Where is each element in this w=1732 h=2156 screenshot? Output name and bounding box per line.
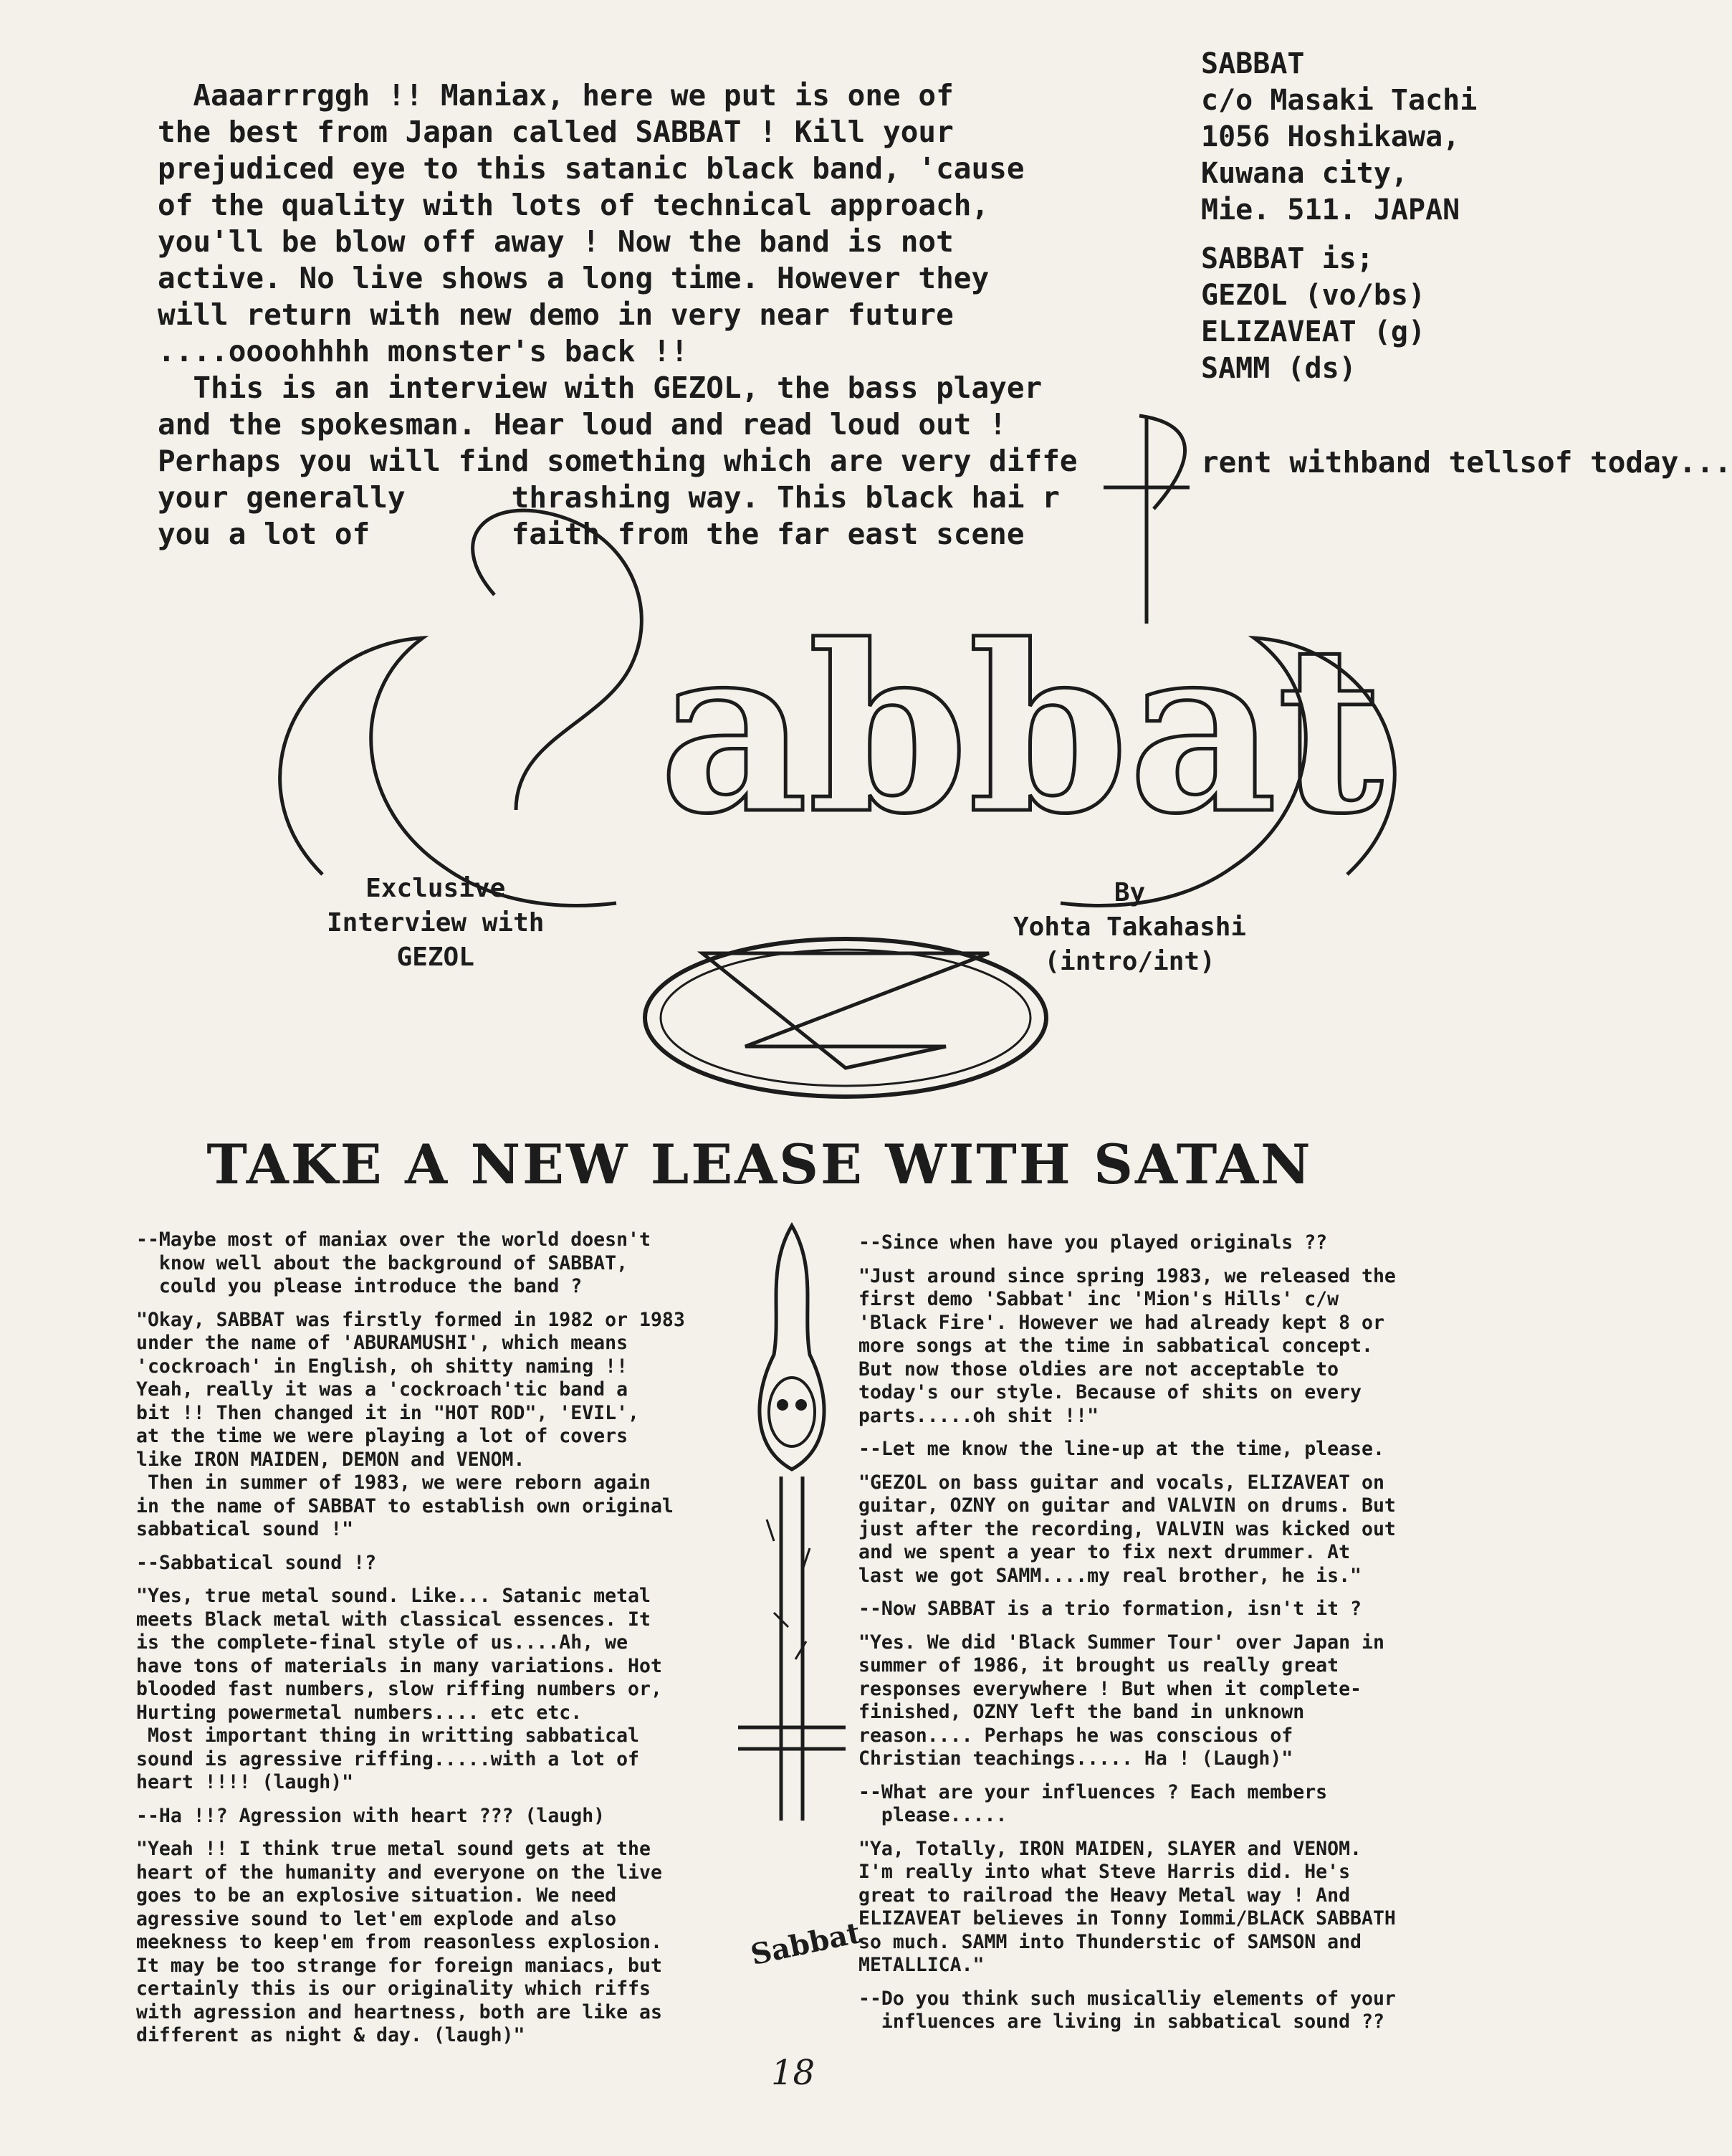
text-line: "Yes. We did 'Black Summer Tour' over Japan in (858, 1631, 1384, 1654)
text-line: finished, OZNY left the band in unknown (858, 1701, 1305, 1723)
intro-line: rent with (1201, 445, 1361, 480)
text-line: certainly this is our originality which riffs (136, 1978, 651, 2000)
text-line: 'Black Fire'. However we had already kept 8 or (858, 1311, 1384, 1334)
member-line: SABBAT is; (1201, 242, 1374, 275)
member-line: ELIZAVEAT (g) (1201, 315, 1426, 348)
contact-line: c/o Masaki Tachi (1201, 84, 1478, 117)
text-line: Hurting powermetal numbers.... etc etc. (136, 1701, 583, 1724)
text-line: more songs at the time in sabbatical concept. (858, 1335, 1373, 1357)
intro-line: you a lot of faith from the far east scene (158, 517, 1025, 551)
text-line: goes to be an explosive situation. We need (136, 1884, 617, 1907)
text-line: today's our style. Because of shits on every (858, 1381, 1362, 1403)
text-line: blooded fast numbers, slow riffing numbers or, (136, 1678, 662, 1700)
text-line: please..... (858, 1804, 1008, 1826)
text-line: parts.....oh shit !!" (858, 1404, 1099, 1427)
text-line: last we got SAMM....my real brother, he is." (858, 1564, 1362, 1587)
text-line: influences are living in sabbatical sound ?? (858, 2010, 1384, 2033)
text-line: guitar, OZNY on guitar and VALVIN on drums. But (858, 1494, 1396, 1517)
band-members (1201, 241, 1425, 387)
interview-answer (136, 1838, 752, 2048)
page-number: 18 (771, 2053, 815, 2093)
member-line: SAMM (ds) (1201, 352, 1357, 385)
text-line: first demo 'Sabbat' inc 'Mion's Hills' c/w (858, 1288, 1339, 1310)
interview-question (136, 1805, 752, 1828)
intro-line: ....oooohhhh monster's back !! (158, 334, 689, 368)
text-line: But now those oldies are not acceptable to (858, 1358, 1339, 1380)
logo-letters: abbat (659, 596, 1383, 864)
credit-line: By (1114, 878, 1146, 907)
text-line: bit !! Then changed it in "HOT ROD", 'EVIL', (136, 1401, 639, 1424)
text-line: different as night & day. (laugh)" (136, 2024, 525, 2046)
text-line: Christian teachings..... Ha ! (Laugh)" (858, 1747, 1293, 1770)
text-line: in the name of SABBAT to establish own original (136, 1494, 674, 1517)
text-line: sabbatical sound !" (136, 1518, 354, 1540)
member-line: GEZOL (vo/bs) (1201, 279, 1426, 312)
intro-line: Perhaps you will find something which are very diffe (158, 444, 1078, 478)
blurb-line: GEZOL (396, 943, 474, 972)
interview-question (136, 1552, 752, 1575)
intro-line: This is an interview with GEZOL, the bass player (158, 371, 1043, 405)
text-line: It may be too strange for foreign maniacs, but (136, 1954, 662, 1977)
text-line: ELIZAVEAT believes in Tonny Iommi/BLACK SABBATH (858, 1907, 1396, 1930)
blurb-line: Interview with (327, 908, 545, 938)
pentagram-icon (645, 939, 1046, 1097)
interview-blurb (327, 872, 544, 975)
text-line: and we spent a year to fix next drummer. At (858, 1541, 1351, 1563)
interview-answer (858, 1471, 1475, 1588)
text-line: --Let me know the line-up at the time, please. (858, 1438, 1384, 1460)
text-line: "Yes, true metal sound. Like... Satanic metal (136, 1585, 651, 1607)
text-line: sound is agressive riffing.....with a lot of (136, 1747, 639, 1770)
text-line: 'cockroach' in English, oh shitty naming !! (136, 1355, 628, 1378)
interview-answer (858, 1631, 1475, 1771)
text-line: --Do you think such musicalliy elements of your (858, 1987, 1396, 2010)
intro-line: prejudiced eye to this satanic black band, 'cause (158, 151, 1025, 186)
text-line: --What are your influences ? Each members (858, 1780, 1328, 1803)
text-line: Most important thing in writting sabbatical (136, 1725, 639, 1747)
credit-line: Yohta Takahashi (1013, 912, 1247, 942)
intro-line: Aaaarrrggh !! Maniax, here we put is one of (158, 78, 954, 113)
text-line: --Since when have you played originals ?? (858, 1231, 1328, 1254)
text-line: great to railroad the Heavy Metal way ! And (858, 1884, 1351, 1907)
intro-line: active. No live shows a long time. However they (158, 261, 990, 295)
text-line: heart !!!! (laugh)" (136, 1771, 354, 1793)
interview-answer (136, 1585, 752, 1795)
interview-question (858, 1988, 1475, 2034)
text-line: at the time we were playing a lot of covers (136, 1425, 628, 1447)
text-line: --Now SABBAT is a trio formation, isn't it ? (858, 1598, 1362, 1620)
contact-line: 1056 Hoshikawa, (1201, 120, 1460, 153)
interview-question (858, 1438, 1475, 1461)
credit-line: (intro/int) (1044, 947, 1215, 976)
text-line: like IRON MAIDEN, DEMON and VENOM. (136, 1448, 525, 1471)
contact-line: Mie. 511. JAPAN (1201, 194, 1460, 226)
text-line: --Ha !!? Agression with heart ??? (laugh) (136, 1804, 606, 1827)
text-line: "Okay, SABBAT was firstly formed in 1982 or 1983 (136, 1308, 685, 1331)
contact-address (1201, 46, 1477, 229)
contact-line: Kuwana city, (1201, 157, 1408, 190)
interview-column-left (136, 1229, 752, 2058)
text-line: summer of 1986, it brought us really great (858, 1654, 1339, 1676)
text-line: under the name of 'ABURAMUSHI', which means (136, 1332, 628, 1354)
intro-line: and the spokesman. Hear loud and read loud out ! (158, 407, 1007, 442)
interview-column-right (858, 1231, 1475, 2044)
text-line: just after the recording, VALVIN was kicked out (858, 1517, 1396, 1540)
interview-question (858, 1231, 1475, 1255)
interview-answer (858, 1265, 1475, 1428)
text-line: so much. SAMM into Thunderstic of SAMSON and (858, 1930, 1362, 1953)
headline: TAKE A NEW LEASE WITH SATAN (206, 1132, 1313, 1196)
interview-question (136, 1229, 752, 1299)
interview-question (858, 1781, 1475, 1828)
text-line: know well about the background of SABBAT, (136, 1251, 628, 1274)
text-line: responses everywhere ! But when it complete- (858, 1677, 1362, 1700)
text-line: with agression and heartness, both are like as (136, 2000, 662, 2023)
text-line: could you please introduce the band ? (136, 1275, 583, 1297)
text-line: "GEZOL on bass guitar and vocals, ELIZAVEAT on (858, 1471, 1384, 1494)
text-line: is the complete-final style of us....Ah, we (136, 1631, 628, 1654)
text-line: --Sabbatical sound !? (136, 1551, 377, 1574)
intro-line: of today... (1537, 445, 1732, 480)
text-line: Then in summer of 1983, we were reborn again (136, 1471, 651, 1494)
intro-line: will return with new demo in very near future (158, 297, 954, 332)
interview-answer (858, 1838, 1475, 1978)
interview-question (858, 1598, 1475, 1621)
interview-answer (136, 1309, 752, 1542)
intro-line: of the quality with lots of technical approach, (158, 188, 990, 222)
sabbat-logo (258, 409, 1419, 1125)
text-line: agressive sound to let'em explode and also (136, 1907, 617, 1930)
sabbat-logo-drawing (258, 409, 1419, 1125)
text-line: "Yeah !! I think true metal sound gets at the (136, 1838, 651, 1860)
intro-line: the best from Japan called SABBAT ! Kill your (158, 115, 954, 149)
text-line: have tons of materials in many variations. Hot (136, 1654, 662, 1677)
svg-text:Sabbat: Sabbat (747, 1915, 864, 1973)
author-credit (1013, 876, 1246, 979)
blurb-line: Exclusive (365, 874, 506, 903)
text-line: Yeah, really it was a 'cockroach'tic band a (136, 1378, 628, 1401)
text-line: I'm really into what Steve Harris did. He's (858, 1861, 1351, 1883)
text-line: --Maybe most of maniax over the world doesn't (136, 1229, 651, 1251)
intro-line: your generally thrashing way. This black hai r (158, 480, 1060, 515)
intro-line: you'll be blow off away ! Now the band is not (158, 224, 954, 259)
text-line: heart of the humanity and everyone on the live (136, 1861, 662, 1884)
text-line: "Ya, Totally, IRON MAIDEN, SLAYER and VENOM. (858, 1837, 1362, 1860)
contact-line: SABBAT (1201, 47, 1305, 80)
intro-line: band tells (1360, 445, 1538, 480)
text-line: meets Black metal with classical essences. It (136, 1608, 651, 1631)
text-line: reason.... Perhaps he was conscious of (858, 1724, 1293, 1747)
text-line: meekness to keep'em from reasonless explosion. (136, 1931, 662, 1953)
text-line: "Just around since spring 1983, we released the (858, 1264, 1396, 1287)
text-line: METALLICA." (858, 1954, 985, 1976)
